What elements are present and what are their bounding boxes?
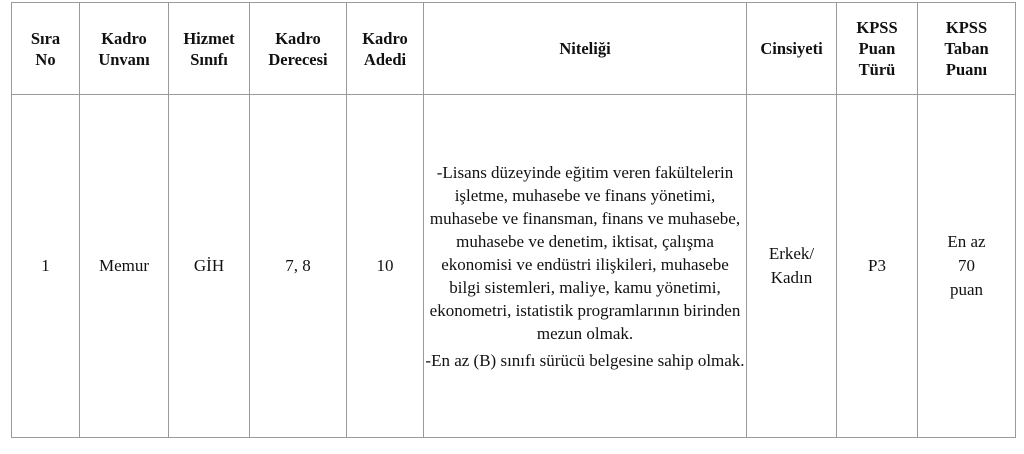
header-text: Türü (858, 60, 896, 79)
cell-sira-no: 1 (12, 95, 80, 438)
kadro-table (11, 2, 1016, 438)
cell-kpss-puan-turu: P3 (837, 95, 918, 438)
niteligi-license-requirement: -En az (B) sınıfı sürücü belgesine sahip olmak. (425, 350, 745, 370)
header-text: Unvanı (98, 49, 150, 69)
header-kadro-unvani (80, 3, 169, 95)
header-hizmet-sinifi (169, 3, 250, 95)
header-kpss-puan-turu (837, 3, 918, 95)
header-text: Kadro (275, 28, 321, 48)
header-text: Kadro (362, 28, 408, 48)
cell-kadro-adedi: 10 (347, 95, 424, 438)
table-header-row (12, 3, 1016, 95)
cell-hizmet-sinifi: GİH (169, 95, 250, 438)
header-text: Sınıfı (190, 49, 228, 69)
taban-puani-line: puan (949, 280, 984, 299)
cell-kadro-unvani: Memur (80, 95, 169, 438)
cinsiyeti-line: Kadın (770, 268, 813, 287)
header-text: Niteliği (559, 39, 611, 58)
header-text: Puan (858, 39, 896, 58)
header-text: KPSS (856, 18, 898, 37)
header-text: KPSS (945, 18, 988, 37)
header-kadro-adedi (347, 3, 424, 95)
header-text: Derecesi (268, 49, 328, 69)
header-text: Hizmet (183, 28, 235, 48)
header-kpss-taban-puani (918, 3, 1016, 95)
cell-niteligi (424, 95, 747, 438)
taban-puani-line: En az (947, 232, 986, 251)
header-text: Taban (944, 39, 989, 58)
cell-kpss-taban-puani (918, 95, 1016, 438)
header-text: Adedi (363, 49, 407, 69)
header-text: No (35, 49, 56, 69)
cinsiyeti-line: Erkek/ (768, 244, 815, 263)
cell-cinsiyeti (747, 95, 837, 438)
header-niteligi (424, 3, 747, 95)
taban-puani-line: 70 (958, 256, 975, 275)
table-row (12, 95, 1016, 438)
header-text: Cinsiyeti (760, 39, 823, 58)
cell-kadro-derecesi: 7, 8 (250, 95, 347, 438)
header-sira-no (12, 3, 80, 95)
header-kadro-derecesi (250, 3, 347, 95)
header-text: Kadro (101, 28, 147, 48)
header-cinsiyeti (747, 3, 837, 95)
header-text: Puanı (945, 60, 988, 79)
header-text: Sıra (30, 28, 61, 48)
niteligi-education-requirement: -Lisans düzeyinde eğitim veren fakültelerin işletme, muhasebe ve finans yönetimi, muhasebe ve finansman, finans ve muhasebe, muhasebe ve denetim, iktisat, çalışma ekonomisi ve endüstri ilişkileri, muhasebe bilgi sistemleri, maliye, kamu yönetimi, ekonometri, istatistik programlarının birinden mezun olmak. (429, 162, 741, 343)
